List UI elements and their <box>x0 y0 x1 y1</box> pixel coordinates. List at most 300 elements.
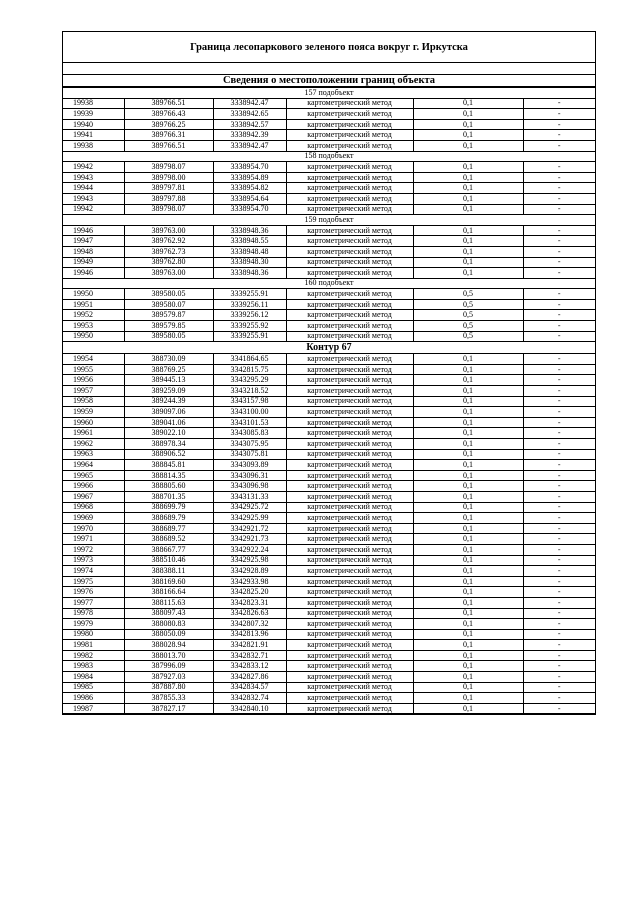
table-row <box>63 650 595 661</box>
point-id-cell: 19942 <box>63 204 124 215</box>
accuracy-cell: 0,1 <box>413 544 523 555</box>
y-coordinate-cell: 3338948.55 <box>213 236 286 247</box>
note-cell: - <box>523 481 595 492</box>
table-row <box>63 566 595 577</box>
y-coordinate-cell: 3342826.63 <box>213 608 286 619</box>
method-cell: картометрический метод <box>286 470 413 481</box>
point-id-cell: 19950 <box>63 331 124 342</box>
note-cell: - <box>523 331 595 342</box>
x-coordinate-cell: 389041.06 <box>124 417 213 428</box>
y-coordinate-cell: 3342813.96 <box>213 629 286 640</box>
point-id-cell: 19938 <box>63 98 124 109</box>
note-cell: - <box>523 449 595 460</box>
method-cell: картометрический метод <box>286 640 413 651</box>
x-coordinate-cell: 388689.79 <box>124 513 213 524</box>
table-row <box>63 289 595 300</box>
y-coordinate-cell: 3343075.95 <box>213 439 286 450</box>
accuracy-cell: 0,1 <box>413 470 523 481</box>
accuracy-cell: 0,1 <box>413 130 523 141</box>
method-cell: картометрический метод <box>286 236 413 247</box>
x-coordinate-cell: 389763.00 <box>124 225 213 236</box>
point-id-cell: 19950 <box>63 289 124 300</box>
accuracy-cell: 0,1 <box>413 629 523 640</box>
x-coordinate-cell: 389797.81 <box>124 183 213 194</box>
method-cell: картометрический метод <box>286 491 413 502</box>
note-cell: - <box>523 130 595 141</box>
table-row <box>63 619 595 630</box>
y-coordinate-cell: 3342832.74 <box>213 693 286 704</box>
accuracy-cell: 0,5 <box>413 331 523 342</box>
table-row <box>63 576 595 587</box>
table-row <box>63 321 595 332</box>
y-coordinate-cell: 3342832.71 <box>213 650 286 661</box>
point-id-cell: 19961 <box>63 428 124 439</box>
note-cell: - <box>523 364 595 375</box>
y-coordinate-cell: 3338954.64 <box>213 193 286 204</box>
x-coordinate-cell: 389022.10 <box>124 428 213 439</box>
method-cell: картометрический метод <box>286 661 413 672</box>
accuracy-cell: 0,1 <box>413 576 523 587</box>
table-row <box>63 629 595 640</box>
method-cell: картометрический метод <box>286 407 413 418</box>
table-row <box>63 407 595 418</box>
table-row <box>63 310 595 321</box>
method-cell: картометрический метод <box>286 703 413 714</box>
method-cell: картометрический метод <box>286 140 413 151</box>
accuracy-cell: 0,5 <box>413 321 523 332</box>
point-id-cell: 19955 <box>63 364 124 375</box>
y-coordinate-cell: 3343093.89 <box>213 460 286 471</box>
y-coordinate-cell: 3338942.47 <box>213 140 286 151</box>
point-id-cell: 19971 <box>63 534 124 545</box>
point-id-cell: 19949 <box>63 257 124 268</box>
y-coordinate-cell: 3343157.98 <box>213 396 286 407</box>
table-row <box>63 183 595 194</box>
x-coordinate-cell: 389798.07 <box>124 204 213 215</box>
x-coordinate-cell: 387887.80 <box>124 682 213 693</box>
method-cell: картометрический метод <box>286 268 413 279</box>
x-coordinate-cell: 388814.35 <box>124 470 213 481</box>
x-coordinate-cell: 388115.63 <box>124 597 213 608</box>
note-cell: - <box>523 407 595 418</box>
accuracy-cell: 0,1 <box>413 555 523 566</box>
method-cell: картометрический метод <box>286 449 413 460</box>
method-cell: картометрический метод <box>286 172 413 183</box>
x-coordinate-cell: 388667.77 <box>124 544 213 555</box>
y-coordinate-cell: 3343096.31 <box>213 470 286 481</box>
subobject-header-row <box>63 88 595 99</box>
x-coordinate-cell: 388013.70 <box>124 650 213 661</box>
point-id-cell: 19940 <box>63 119 124 130</box>
y-coordinate-cell: 3338942.65 <box>213 109 286 120</box>
table-row <box>63 449 595 460</box>
point-id-cell: 19962 <box>63 439 124 450</box>
y-coordinate-cell: 3342921.73 <box>213 534 286 545</box>
table-row <box>63 544 595 555</box>
x-coordinate-cell: 388169.60 <box>124 576 213 587</box>
table-row <box>63 587 595 598</box>
point-id-cell: 19976 <box>63 587 124 598</box>
table-row <box>63 331 595 342</box>
method-cell: картометрический метод <box>286 597 413 608</box>
note-cell: - <box>523 268 595 279</box>
table-row <box>63 246 595 257</box>
x-coordinate-cell: 388510.46 <box>124 555 213 566</box>
point-id-cell: 19948 <box>63 246 124 257</box>
point-id-cell: 19985 <box>63 682 124 693</box>
note-cell: - <box>523 597 595 608</box>
note-cell: - <box>523 555 595 566</box>
accuracy-cell: 0,1 <box>413 672 523 683</box>
table-row <box>63 703 595 714</box>
accuracy-cell: 0,1 <box>413 481 523 492</box>
accuracy-cell: 0,1 <box>413 693 523 704</box>
method-cell: картометрический метод <box>286 364 413 375</box>
table-row <box>63 193 595 204</box>
method-cell: картометрический метод <box>286 183 413 194</box>
note-cell: - <box>523 650 595 661</box>
x-coordinate-cell: 389579.87 <box>124 310 213 321</box>
method-cell: картометрический метод <box>286 629 413 640</box>
x-coordinate-cell: 388050.09 <box>124 629 213 640</box>
x-coordinate-cell: 388689.77 <box>124 523 213 534</box>
method-cell: картометрический метод <box>286 523 413 534</box>
method-cell: картометрический метод <box>286 428 413 439</box>
accuracy-cell: 0,5 <box>413 299 523 310</box>
point-id-cell: 19978 <box>63 608 124 619</box>
y-coordinate-cell: 3343096.98 <box>213 481 286 492</box>
point-id-cell: 19984 <box>63 672 124 683</box>
table-row <box>63 523 595 534</box>
method-cell: картометрический метод <box>286 204 413 215</box>
method-cell: картометрический метод <box>286 460 413 471</box>
method-cell: картометрический метод <box>286 162 413 173</box>
table-row <box>63 257 595 268</box>
y-coordinate-cell: 3342933.98 <box>213 576 286 587</box>
accuracy-cell: 0,1 <box>413 619 523 630</box>
method-cell: картометрический метод <box>286 502 413 513</box>
note-cell: - <box>523 576 595 587</box>
note-cell: - <box>523 172 595 183</box>
subobject-header-row <box>63 278 595 289</box>
x-coordinate-cell: 387996.09 <box>124 661 213 672</box>
x-coordinate-cell: 389766.51 <box>124 98 213 109</box>
note-cell: - <box>523 460 595 471</box>
note-cell: - <box>523 661 595 672</box>
x-coordinate-cell: 389580.07 <box>124 299 213 310</box>
table-row <box>63 417 595 428</box>
y-coordinate-cell: 3343085.83 <box>213 428 286 439</box>
group-label: Контур 67 <box>63 342 595 354</box>
x-coordinate-cell: 389797.88 <box>124 193 213 204</box>
table-row <box>63 354 595 365</box>
note-cell: - <box>523 703 595 714</box>
method-cell: картометрический метод <box>286 566 413 577</box>
note-cell: - <box>523 629 595 640</box>
accuracy-cell: 0,5 <box>413 310 523 321</box>
table-row <box>63 661 595 672</box>
subobject-header-row <box>63 215 595 226</box>
y-coordinate-cell: 3339255.91 <box>213 289 286 300</box>
method-cell: картометрический метод <box>286 650 413 661</box>
y-coordinate-cell: 3339255.91 <box>213 331 286 342</box>
point-id-cell: 19981 <box>63 640 124 651</box>
x-coordinate-cell: 389798.07 <box>124 162 213 173</box>
y-coordinate-cell: 3343075.81 <box>213 449 286 460</box>
note-cell: - <box>523 619 595 630</box>
point-id-cell: 19959 <box>63 407 124 418</box>
y-coordinate-cell: 3339256.11 <box>213 299 286 310</box>
note-cell: - <box>523 544 595 555</box>
method-cell: картометрический метод <box>286 246 413 257</box>
x-coordinate-cell: 388080.83 <box>124 619 213 630</box>
note-cell: - <box>523 299 595 310</box>
y-coordinate-cell: 3338942.47 <box>213 98 286 109</box>
accuracy-cell: 0,1 <box>413 354 523 365</box>
table-row <box>63 439 595 450</box>
accuracy-cell: 0,5 <box>413 289 523 300</box>
accuracy-cell: 0,1 <box>413 119 523 130</box>
accuracy-cell: 0,1 <box>413 183 523 194</box>
method-cell: картометрический метод <box>286 544 413 555</box>
note-cell: - <box>523 289 595 300</box>
point-id-cell: 19975 <box>63 576 124 587</box>
point-id-cell: 19951 <box>63 299 124 310</box>
table-row <box>63 364 595 375</box>
y-coordinate-cell: 3342925.72 <box>213 502 286 513</box>
point-id-cell: 19974 <box>63 566 124 577</box>
point-id-cell: 19966 <box>63 481 124 492</box>
x-coordinate-cell: 388701.35 <box>124 491 213 502</box>
point-id-cell: 19943 <box>63 193 124 204</box>
table-row <box>63 502 595 513</box>
note-cell: - <box>523 375 595 386</box>
accuracy-cell: 0,1 <box>413 193 523 204</box>
method-cell: картометрический метод <box>286 672 413 683</box>
note-cell: - <box>523 162 595 173</box>
contour-header-row <box>63 342 595 354</box>
note-cell: - <box>523 502 595 513</box>
accuracy-cell: 0,1 <box>413 587 523 598</box>
title-spacer <box>63 63 595 75</box>
table-row <box>63 608 595 619</box>
x-coordinate-cell: 388730.09 <box>124 354 213 365</box>
note-cell: - <box>523 98 595 109</box>
point-id-cell: 19942 <box>63 162 124 173</box>
point-id-cell: 19938 <box>63 140 124 151</box>
x-coordinate-cell: 389762.92 <box>124 236 213 247</box>
accuracy-cell: 0,1 <box>413 640 523 651</box>
x-coordinate-cell: 388388.11 <box>124 566 213 577</box>
table-row <box>63 299 595 310</box>
note-cell: - <box>523 354 595 365</box>
note-cell: - <box>523 439 595 450</box>
coordinates-table <box>63 87 595 714</box>
note-cell: - <box>523 386 595 397</box>
accuracy-cell: 0,1 <box>413 98 523 109</box>
table-row <box>63 597 595 608</box>
method-cell: картометрический метод <box>286 417 413 428</box>
document-title: Граница лесопаркового зеленого пояса вокруг г. Иркутска <box>63 32 595 63</box>
accuracy-cell: 0,1 <box>413 682 523 693</box>
x-coordinate-cell: 389798.00 <box>124 172 213 183</box>
table-row <box>63 428 595 439</box>
accuracy-cell: 0,1 <box>413 650 523 661</box>
point-id-cell: 19980 <box>63 629 124 640</box>
table-row <box>63 140 595 151</box>
y-coordinate-cell: 3342823.31 <box>213 597 286 608</box>
point-id-cell: 19957 <box>63 386 124 397</box>
y-coordinate-cell: 3343101.53 <box>213 417 286 428</box>
table-row <box>63 375 595 386</box>
note-cell: - <box>523 682 595 693</box>
note-cell: - <box>523 140 595 151</box>
x-coordinate-cell: 389766.31 <box>124 130 213 141</box>
y-coordinate-cell: 3338954.82 <box>213 183 286 194</box>
accuracy-cell: 0,1 <box>413 566 523 577</box>
accuracy-cell: 0,1 <box>413 513 523 524</box>
coordinates-table-body <box>63 88 595 714</box>
method-cell: картометрический метод <box>286 354 413 365</box>
method-cell: картометрический метод <box>286 587 413 598</box>
accuracy-cell: 0,1 <box>413 439 523 450</box>
point-id-cell: 19952 <box>63 310 124 321</box>
point-id-cell: 19953 <box>63 321 124 332</box>
point-id-cell: 19986 <box>63 693 124 704</box>
y-coordinate-cell: 3338942.57 <box>213 119 286 130</box>
table-row <box>63 481 595 492</box>
y-coordinate-cell: 3338954.89 <box>213 172 286 183</box>
point-id-cell: 19979 <box>63 619 124 630</box>
y-coordinate-cell: 3343218.52 <box>213 386 286 397</box>
point-id-cell: 19973 <box>63 555 124 566</box>
method-cell: картометрический метод <box>286 98 413 109</box>
x-coordinate-cell: 388097.43 <box>124 608 213 619</box>
accuracy-cell: 0,1 <box>413 449 523 460</box>
y-coordinate-cell: 3342827.86 <box>213 672 286 683</box>
method-cell: картометрический метод <box>286 109 413 120</box>
accuracy-cell: 0,1 <box>413 109 523 120</box>
note-cell: - <box>523 523 595 534</box>
accuracy-cell: 0,1 <box>413 257 523 268</box>
x-coordinate-cell: 389244.39 <box>124 396 213 407</box>
method-cell: картометрический метод <box>286 130 413 141</box>
x-coordinate-cell: 389762.73 <box>124 246 213 257</box>
method-cell: картометрический метод <box>286 608 413 619</box>
accuracy-cell: 0,1 <box>413 491 523 502</box>
x-coordinate-cell: 389580.05 <box>124 331 213 342</box>
table-row <box>63 672 595 683</box>
point-id-cell: 19970 <box>63 523 124 534</box>
y-coordinate-cell: 3338948.30 <box>213 257 286 268</box>
y-coordinate-cell: 3339256.12 <box>213 310 286 321</box>
point-id-cell: 19968 <box>63 502 124 513</box>
point-id-cell: 19982 <box>63 650 124 661</box>
accuracy-cell: 0,1 <box>413 204 523 215</box>
point-id-cell: 19939 <box>63 109 124 120</box>
x-coordinate-cell: 389762.80 <box>124 257 213 268</box>
accuracy-cell: 0,1 <box>413 364 523 375</box>
x-coordinate-cell: 389763.00 <box>124 268 213 279</box>
x-coordinate-cell: 387827.17 <box>124 703 213 714</box>
method-cell: картометрический метод <box>286 310 413 321</box>
note-cell: - <box>523 428 595 439</box>
method-cell: картометрический метод <box>286 439 413 450</box>
accuracy-cell: 0,1 <box>413 460 523 471</box>
table-row <box>63 534 595 545</box>
table-row <box>63 236 595 247</box>
note-cell: - <box>523 236 595 247</box>
y-coordinate-cell: 3343295.29 <box>213 375 286 386</box>
note-cell: - <box>523 321 595 332</box>
method-cell: картометрический метод <box>286 299 413 310</box>
method-cell: картометрический метод <box>286 555 413 566</box>
point-id-cell: 19965 <box>63 470 124 481</box>
accuracy-cell: 0,1 <box>413 162 523 173</box>
table-row <box>63 386 595 397</box>
table-row <box>63 172 595 183</box>
table-row <box>63 513 595 524</box>
y-coordinate-cell: 3342925.98 <box>213 555 286 566</box>
table-row <box>63 204 595 215</box>
y-coordinate-cell: 3338942.39 <box>213 130 286 141</box>
table-row <box>63 119 595 130</box>
point-id-cell: 19943 <box>63 172 124 183</box>
method-cell: картометрический метод <box>286 375 413 386</box>
table-row <box>63 693 595 704</box>
note-cell: - <box>523 246 595 257</box>
x-coordinate-cell: 389579.85 <box>124 321 213 332</box>
method-cell: картометрический метод <box>286 321 413 332</box>
table-row <box>63 640 595 651</box>
note-cell: - <box>523 396 595 407</box>
y-coordinate-cell: 3342925.99 <box>213 513 286 524</box>
x-coordinate-cell: 389259.09 <box>124 386 213 397</box>
point-id-cell: 19977 <box>63 597 124 608</box>
y-coordinate-cell: 3341864.65 <box>213 354 286 365</box>
x-coordinate-cell: 388166.64 <box>124 587 213 598</box>
y-coordinate-cell: 3342807.32 <box>213 619 286 630</box>
method-cell: картометрический метод <box>286 513 413 524</box>
x-coordinate-cell: 388028.94 <box>124 640 213 651</box>
point-id-cell: 19944 <box>63 183 124 194</box>
note-cell: - <box>523 183 595 194</box>
accuracy-cell: 0,1 <box>413 502 523 513</box>
y-coordinate-cell: 3338954.70 <box>213 204 286 215</box>
y-coordinate-cell: 3342834.57 <box>213 682 286 693</box>
method-cell: картометрический метод <box>286 619 413 630</box>
method-cell: картометрический метод <box>286 396 413 407</box>
accuracy-cell: 0,1 <box>413 608 523 619</box>
point-id-cell: 19941 <box>63 130 124 141</box>
y-coordinate-cell: 3338948.48 <box>213 246 286 257</box>
y-coordinate-cell: 3342928.89 <box>213 566 286 577</box>
accuracy-cell: 0,1 <box>413 407 523 418</box>
point-id-cell: 19947 <box>63 236 124 247</box>
accuracy-cell: 0,1 <box>413 597 523 608</box>
note-cell: - <box>523 566 595 577</box>
point-id-cell: 19987 <box>63 703 124 714</box>
y-coordinate-cell: 3343100.00 <box>213 407 286 418</box>
y-coordinate-cell: 3342825.20 <box>213 587 286 598</box>
x-coordinate-cell: 388699.79 <box>124 502 213 513</box>
accuracy-cell: 0,1 <box>413 386 523 397</box>
method-cell: картометрический метод <box>286 693 413 704</box>
x-coordinate-cell: 388689.52 <box>124 534 213 545</box>
document-sheet <box>62 31 596 715</box>
note-cell: - <box>523 193 595 204</box>
y-coordinate-cell: 3342921.72 <box>213 523 286 534</box>
